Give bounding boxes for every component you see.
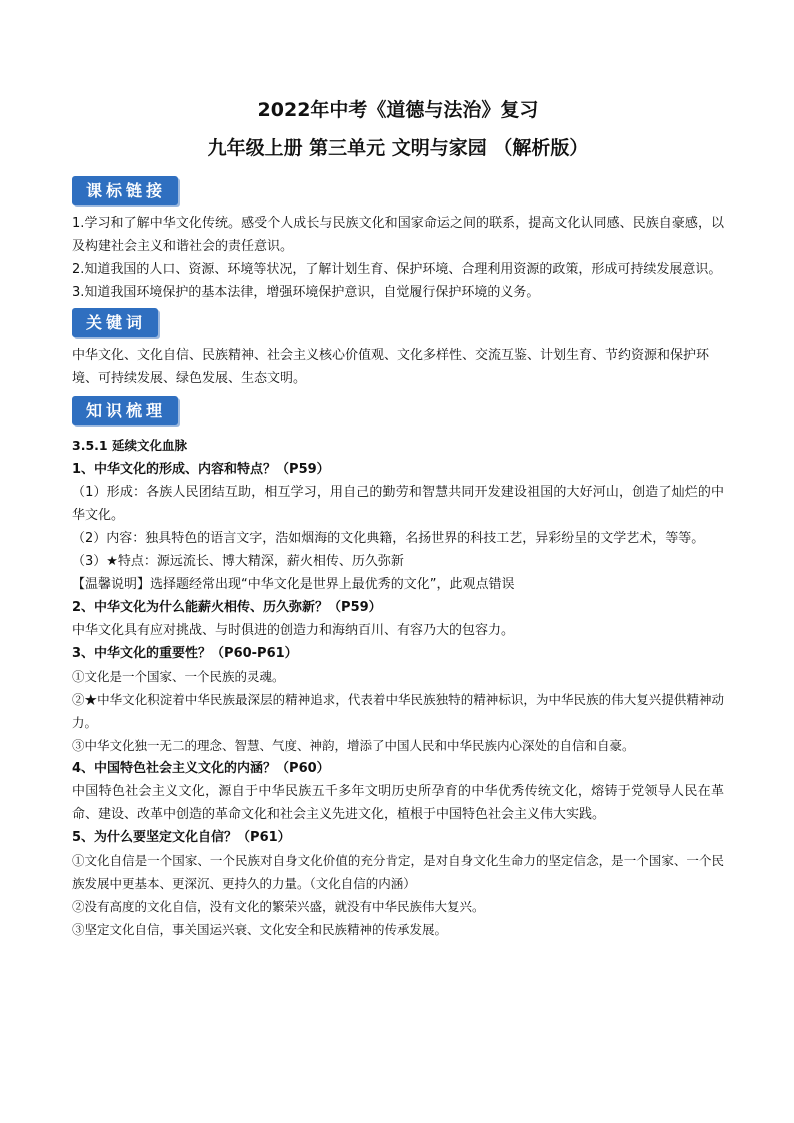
question-4: 4、中国特色社会主义文化的内涵？（P60） — [72, 761, 330, 776]
q1-item: （2）内容：独具特色的语言文字，浩如烟海的文化典籍，名扬世界的科技工艺，异彩纷呈的文学艺术，等等。 — [72, 531, 705, 546]
knowledge-subheading: 3.5.1 延续文化血脉 — [72, 438, 187, 453]
document-subtitle: 九年级上册 第三单元 文明与家园 （解析版） — [207, 137, 589, 159]
document-page — [72, 96, 724, 941]
tip-text: 选择题经常出现“中华文化是世界上最优秀的文化”，此观点错误 — [150, 577, 515, 592]
standards-list — [72, 212, 724, 304]
standards-item: 2.知道我国的人口、资源、环境等状况，了解计划生育、保护环境、合理利用资源的政策，形成可持续发展意识。 — [72, 262, 722, 277]
standards-section-header — [72, 176, 724, 206]
keywords-section-header — [72, 308, 724, 338]
q3-item: ②★中华文化积淀着中华民族最深层的精神追求，代表着中华民族独特的精神标识，为中华民族的伟大复兴提供精神动力。 — [72, 692, 724, 730]
knowledge-section-header — [72, 396, 724, 426]
document-title: 2022年中考《道德与法治》复习 — [257, 99, 539, 121]
standards-badge: 课标链接 — [72, 176, 178, 205]
q4-answer: 中国特色社会主义文化，源自于中华民族五千多年文明历史所孕育的中华优秀传统文化，熔铸于党领导人民在革命、建设、改革中创造的革命文化和社会主义先进文化，植根于中国特色社会主义伟大实践。 — [72, 784, 724, 822]
question-5: 5、为什么要坚定文化自信？（P61） — [72, 830, 291, 845]
q1-item: （1）形成：各族人民团结互助，相互学习，用自己的勤劳和智慧共同开发建设祖国的大好河山，创造了灿烂的中华文化。 — [72, 485, 724, 523]
keywords-text: 中华文化、文化自信、民族精神、社会主义核心价值观、文化多样性、交流互鉴、计划生育、节约资源和保护环境、可持续发展、绿色发展、生态文明。 — [72, 348, 710, 386]
question-3: 3、中华文化的重要性？（P60-P61） — [72, 646, 298, 661]
q5-item: ②没有高度的文化自信，没有文化的繁荣兴盛，就没有中华民族伟大复兴。 — [72, 899, 485, 914]
q2-answer: 中华文化具有应对挑战、与时俱进的创造力和海纳百川、有容乃大的包容力。 — [72, 623, 515, 638]
q5-item: ①文化自信是一个国家、一个民族对自身文化价值的充分肯定，是对自身文化生命力的坚定信念，是一个国家、一个民族发展中更基本、更深沉、更持久的力量。（文化自信的内涵） — [72, 853, 724, 891]
q1-item: （3）★特点：源远流长、博大精深，薪火相传、历久弥新 — [72, 554, 404, 569]
keywords-badge: 关键词 — [72, 308, 158, 337]
q3-item: ①文化是一个国家、一个民族的灵魂。 — [72, 669, 285, 684]
q1-tip — [72, 573, 724, 596]
q3-item: ③中华文化独一无二的理念、智慧、气度、神韵，增添了中国人民和中华民族内心深处的自信和自豪。 — [72, 738, 635, 753]
q5-item: ③坚定文化自信，事关国运兴衰、文化安全和民族精神的传承发展。 — [72, 922, 448, 937]
standards-item: 1.学习和了解中华文化传统。感受个人成长与民族文化和国家命运之间的联系，提高文化认同感、民族自豪感，以及构建社会主义和谐社会的责任意识。 — [72, 216, 724, 254]
tip-label: 【温馨说明】 — [72, 577, 151, 592]
standards-item: 3.知道我国环境保护的基本法律，增强环境保护意识，自觉履行保护环境的义务。 — [72, 285, 540, 300]
question-1: 1、中华文化的形成、内容和特点？（P59） — [72, 462, 330, 477]
knowledge-badge: 知识梳理 — [72, 396, 178, 425]
question-2: 2、中华文化为什么能薪火相传、历久弥新？（P59） — [72, 600, 382, 615]
